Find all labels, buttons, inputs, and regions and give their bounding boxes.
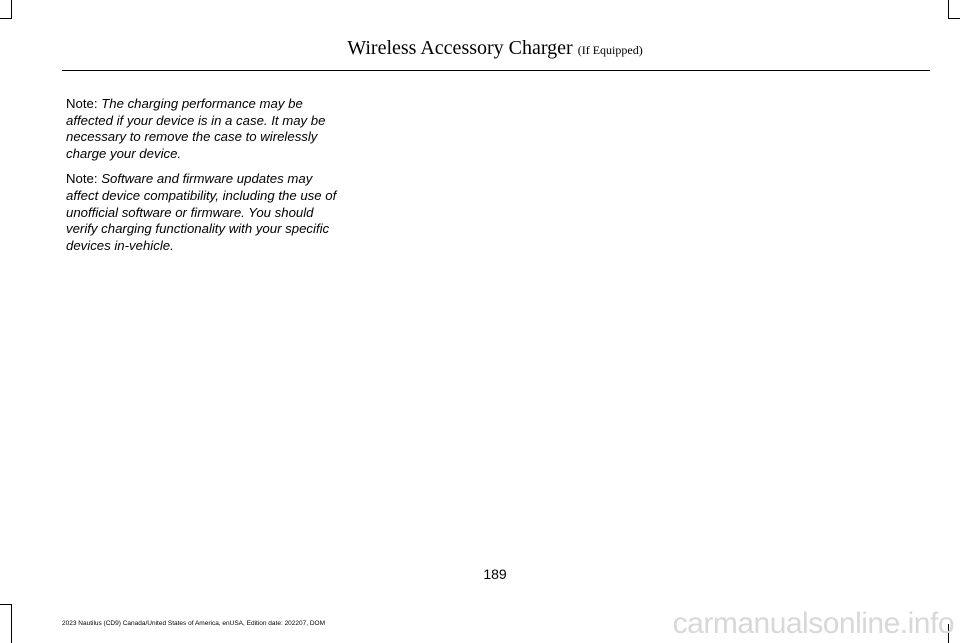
- note-label: Note:: [66, 96, 98, 111]
- watermark: carmanualsonline.info: [672, 607, 954, 640]
- crop-mark-top-left: [11, 0, 12, 18]
- edition-footer: 2023 Nautilus (CD9) Canada/United States of America, enUSA, Edition date: 202207, DOM: [62, 620, 326, 627]
- page-header-title: [0, 36, 960, 62]
- page-number: 189: [483, 566, 507, 582]
- notes-column: [66, 96, 342, 263]
- crop-mark-top-right: [948, 0, 949, 18]
- note-text: Software and firmware updates may affect device compatibility, including the use of unofficial software or firmware. You should verify charging functionality with your specific devices in-vehicle.: [66, 171, 337, 253]
- note-text: The charging performance may be affected if your device is in a case. It may be necessary to remove the case to wirelessly charge your device.: [66, 96, 326, 161]
- crop-mark-bottom-left: [0, 604, 12, 605]
- crop-mark-bottom-left: [11, 604, 12, 643]
- crop-mark-top-left: [0, 18, 12, 19]
- crop-mark-top-right: [948, 18, 960, 19]
- note-paragraph: [66, 171, 342, 254]
- header-divider: [62, 70, 930, 71]
- section-qualifier: (If Equipped): [577, 43, 643, 57]
- note-label: Note:: [66, 171, 98, 187]
- note-paragraph: [66, 96, 342, 162]
- section-title: Wireless Accessory Charger: [347, 37, 573, 59]
